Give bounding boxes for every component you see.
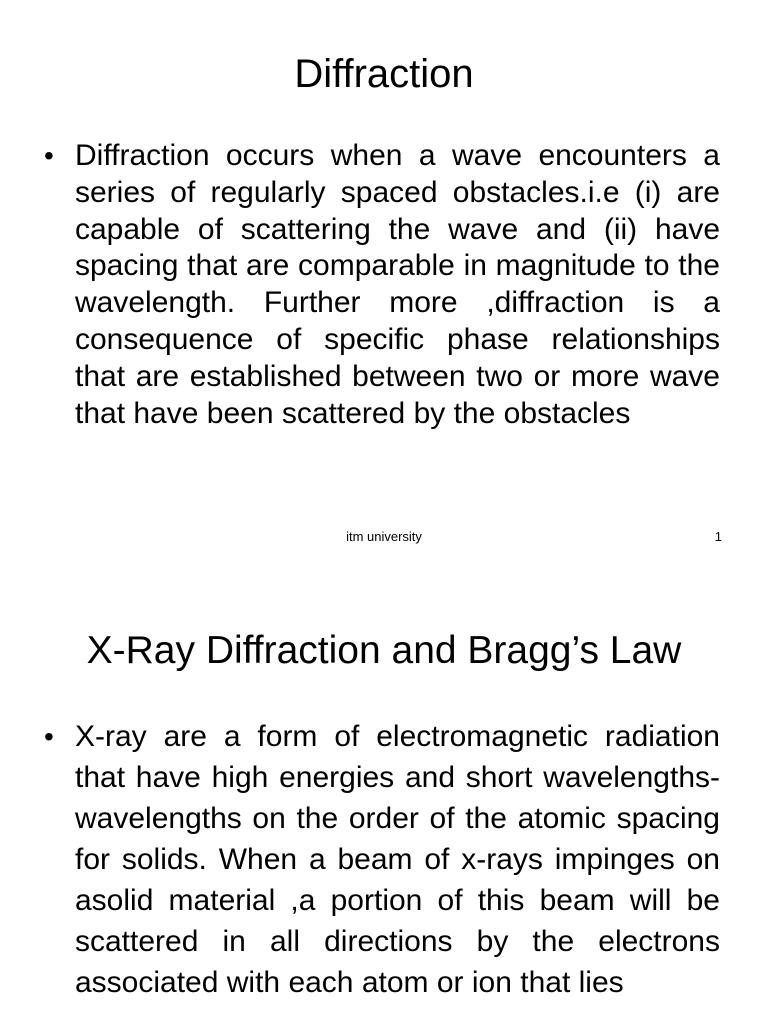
slide-title: Diffraction	[294, 52, 474, 96]
slide-2	[0, 590, 768, 1024]
slide-footer: itm university	[346, 529, 422, 544]
bullet-dot-icon: •	[44, 140, 54, 171]
bullet-list	[0, 716, 768, 1003]
bullet-text: X-ray are a form of electromagnetic radiation that have high energies and short wavelengths- wavelengths on the order of the atomic spacing for solids. When a beam of x-rays impinges on asolid material ,a portion of this beam will be scattered in all directions by the electrons associated with each atom or ion that lies	[75, 720, 720, 999]
bullet-dot-icon: •	[44, 721, 54, 752]
page-number: 1	[714, 529, 722, 544]
slide-title: X-Ray Diffraction and Bragg’s Law	[86, 629, 682, 672]
bullet-item	[0, 138, 768, 432]
bullet-item	[0, 716, 768, 1003]
bullet-list	[0, 138, 768, 432]
bullet-text: Diffraction occurs when a wave encounters a series of regularly spaced obstacles.i.e (i) are capable of scattering the wave and (ii) have spacing that are comparable in magnitude to the wavelength. Further more ,diffraction is a consequence of specific phase relationships that are established between two or more wave that have been scattered by the obstacles	[75, 139, 720, 430]
